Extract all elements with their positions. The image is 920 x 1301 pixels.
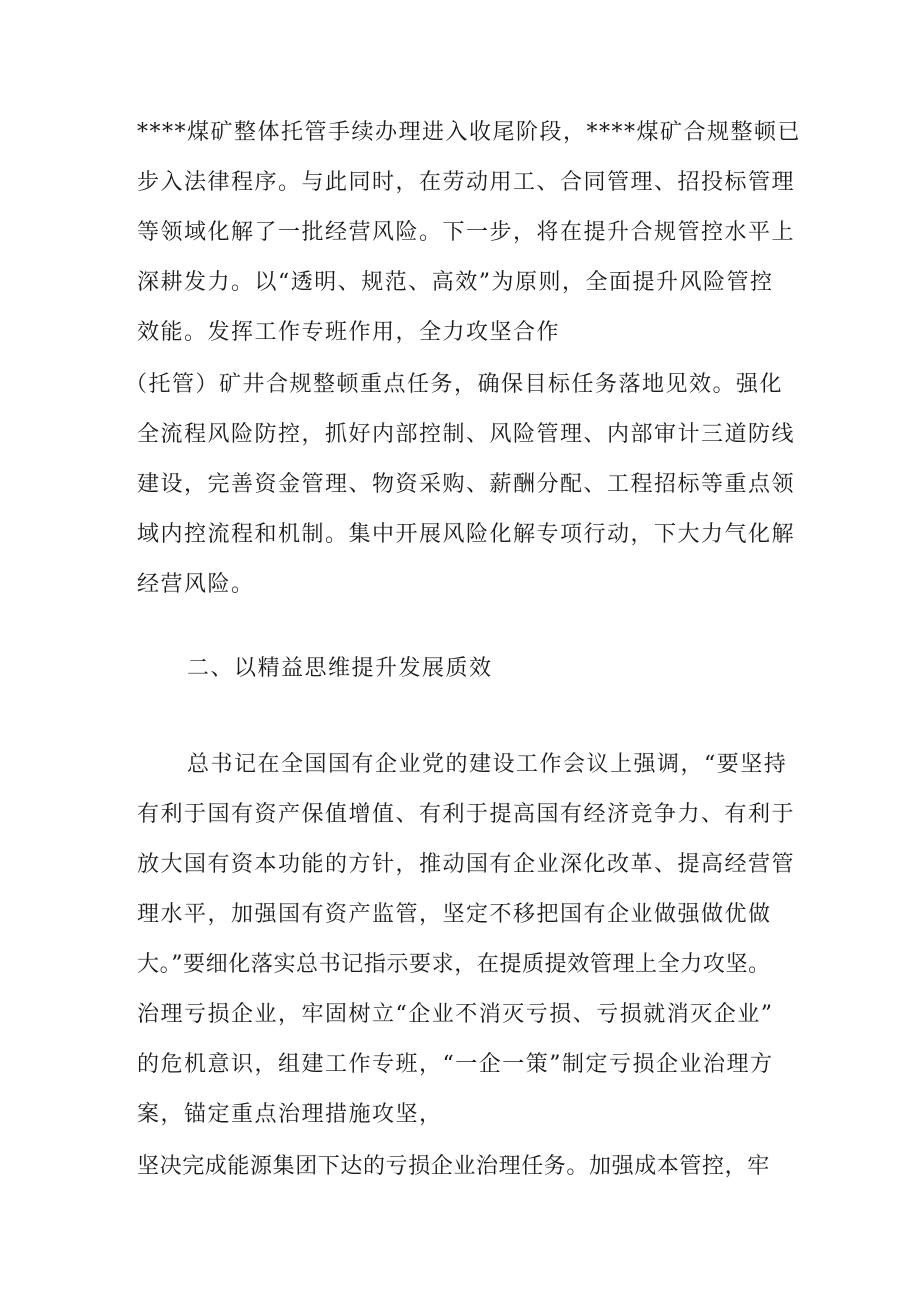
- paragraph-line: 效能。发挥工作专班作用，全力攻坚合作: [137, 320, 561, 345]
- paragraph-line: 有利于国有资产保值增值、有利于提高国有经济竞争力、有利于: [137, 802, 796, 827]
- paragraph-line: 深耕发力。以“透明、规范、高效”为原则，全面提升风险管控: [137, 270, 774, 295]
- paragraph-line: 案，锚定重点治理措施攻坚，: [137, 1102, 443, 1127]
- paragraph-line: 大。”要细化落实总书记指示要求，在提质提效管理上全力攻坚。: [137, 952, 771, 977]
- paragraph-line: 总书记在全国国有企业党的建设工作会议上强调，“要坚持: [187, 752, 788, 777]
- paragraph-line: 理水平，加强国有资产监管，坚定不移把国有企业做强做优做: [137, 902, 772, 927]
- paragraph-line: 坚决完成能源集团下达的亏损企业治理任务。加强成本管控，牢: [137, 1154, 770, 1179]
- paragraph-line: 步入法律程序。与此同时，在劳动用工、合同管理、招投标管理: [137, 170, 796, 195]
- paragraph-line: 的危机意识，组建工作专班，“一企一策”制定亏损企业治理方: [137, 1052, 774, 1077]
- paragraph-line: （托管）矿井合规整顿重点任务，确保目标任务落地见效。强化: [125, 372, 784, 397]
- paragraph-line: ****煤矿整体托管手续办理进入收尾阶段，****煤矿合规整顿已: [137, 120, 802, 145]
- paragraph-line: 经营风险。: [137, 572, 255, 597]
- paragraph-line: 治理亏损企业，牢固树立“企业不消灭亏损、亏损就消灭企业”: [137, 1002, 774, 1027]
- paragraph-line: 全流程风险防控，抓好内部控制、风险管理、内部审计三道防线: [137, 422, 796, 447]
- paragraph-line: 域内控流程和机制。集中开展风险化解专项行动，下大力气化解: [137, 522, 796, 547]
- section-heading: 二、以精益思维提升发展质效: [187, 656, 493, 681]
- paragraph-line: 放大国有资本功能的方针，推动国有企业深化改革、提高经营管: [137, 852, 796, 877]
- paragraph-line: 建设，完善资金管理、物资采购、薪酬分配、工程招标等重点领: [137, 472, 796, 497]
- paragraph-line: 等领域化解了一批经营风险。下一步，将在提升合规管控水平上: [137, 220, 796, 245]
